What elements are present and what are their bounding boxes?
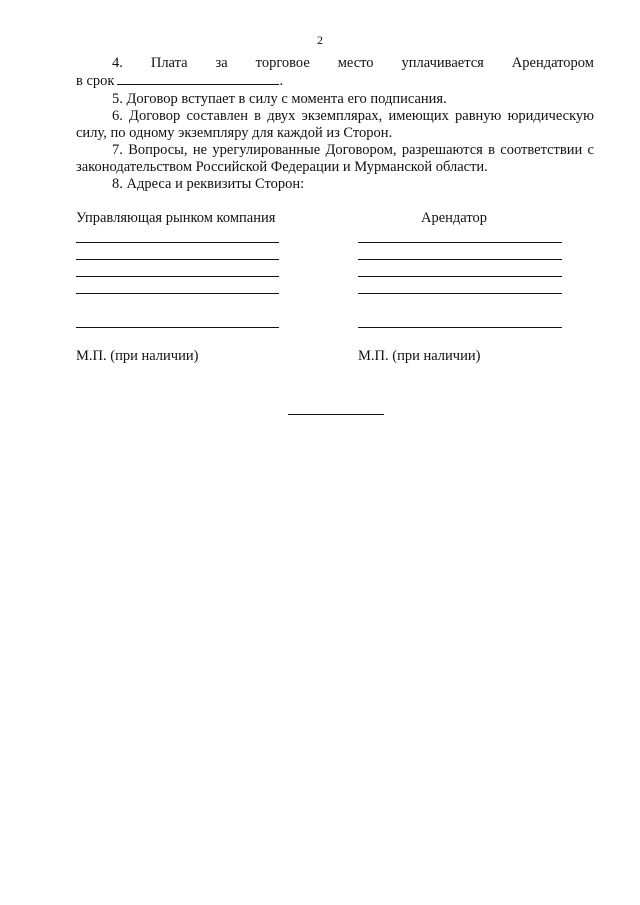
clause-4-period: . xyxy=(279,73,284,89)
left-requisite-line xyxy=(76,293,279,294)
clause-4-word: торговое xyxy=(255,55,310,71)
clause-4-line-1 xyxy=(76,55,594,72)
right-requisite-line xyxy=(358,276,562,277)
left-requisite-line xyxy=(76,259,279,260)
clause-4 xyxy=(76,55,594,90)
left-requisite-line xyxy=(76,276,279,277)
left-signature-line xyxy=(76,327,279,328)
page-number: 2 xyxy=(317,33,323,47)
right-stamp-label: М.П. (при наличии) xyxy=(358,348,481,364)
clause-4-line-2 xyxy=(76,72,594,90)
right-signature-line xyxy=(358,327,562,328)
clause-4-word: Арендатором xyxy=(511,55,594,71)
left-stamp-label: М.П. (при наличии) xyxy=(76,348,199,364)
right-party-title: Арендатор xyxy=(421,210,488,226)
clause-8: 8. Адреса и реквизиты Сторон: xyxy=(112,176,305,192)
right-requisite-line xyxy=(358,242,562,243)
clause-4-word: за xyxy=(215,55,228,71)
left-party-title: Управляющая рынком компания xyxy=(76,210,276,226)
document-end-rule xyxy=(288,414,384,415)
clause-6: 6. Договор составлен в двух экземплярах, имеющих равную юридическую силу, по одному экземпляру для каждой из Сторон. xyxy=(76,108,594,141)
left-requisite-line xyxy=(76,242,279,243)
clause-5: 5. Договор вступает в силу с момента его подписания. xyxy=(112,91,447,107)
clause-4-word: Плата xyxy=(150,55,188,71)
payment-term-blank xyxy=(117,72,279,85)
clause-4-word: уплачивается xyxy=(401,55,484,71)
clause-4-term-label: в срок xyxy=(76,73,115,89)
right-requisite-line xyxy=(358,293,562,294)
clause-4-word: место xyxy=(337,55,374,71)
right-requisite-line xyxy=(358,259,562,260)
clause-4-number: 4. xyxy=(112,55,123,71)
clause-7: 7. Вопросы, не урегулированные Договором, разрешаются в соответствии с законодательством Российской Федерации и Мурманской области. xyxy=(76,142,594,175)
